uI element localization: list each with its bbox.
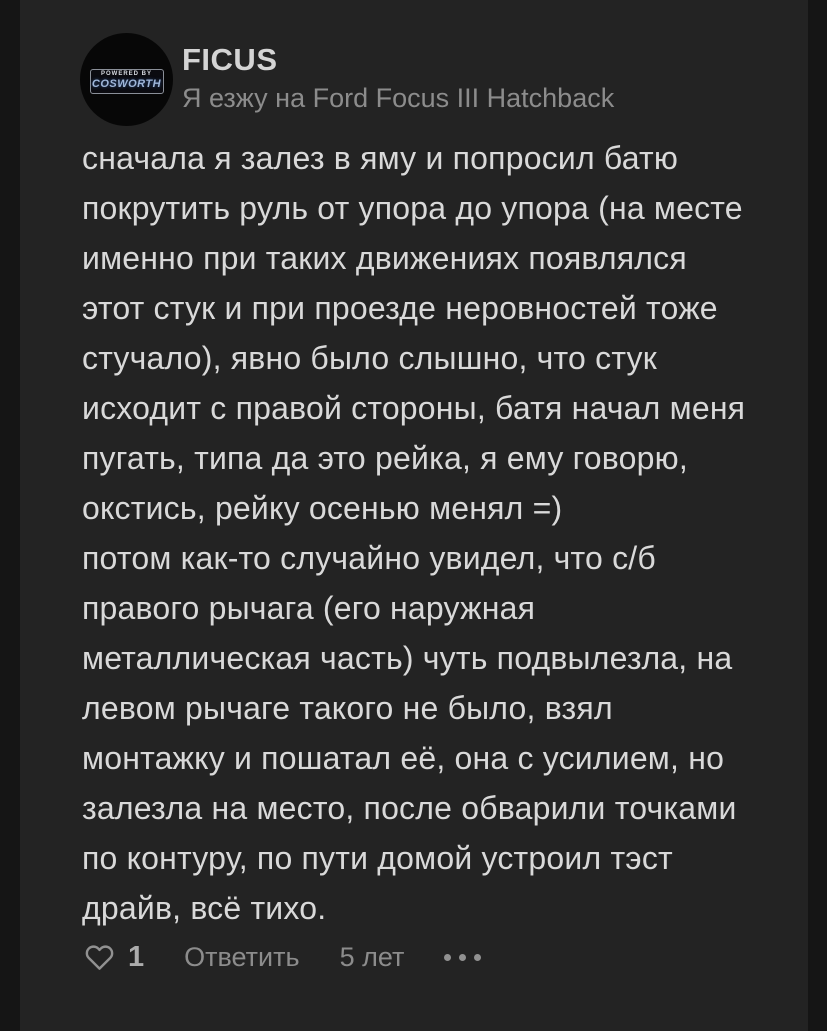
reply-button[interactable]: Ответить (184, 942, 300, 972)
username-link[interactable]: FICUS (182, 42, 278, 77)
comment-text-line: правого рычага (его наружная (82, 590, 536, 626)
comment-text-line: стучало), явно было слышно, что стук (82, 340, 657, 376)
more-options-icon (474, 954, 481, 961)
badge-powered-by-text: POWERED BY (100, 71, 152, 77)
comment-text-line: металлическая часть) чуть подвылезла, на (82, 640, 733, 676)
comment-text-line: исходит с правой стороны, батя начал меня (82, 390, 746, 426)
comment-text-line: именно при таких движениях появлялся (82, 240, 687, 276)
comment-age[interactable]: 5 лет (339, 942, 405, 972)
like-count: 1 (128, 941, 145, 973)
comment-body (82, 133, 794, 933)
comment-text-line: покрутить руль от упора до упора (на месте (82, 190, 743, 226)
comment-text-line: пугать, типа да это рейка, я ему говорю, (82, 440, 688, 476)
comment-text-line: этот стук и при проезде неровностей тоже (82, 290, 718, 326)
comment-text-line: монтажку и пошатал её, она с усилием, но (82, 740, 725, 776)
badge-cosworth-text: COSWORTH (91, 78, 162, 90)
avatar[interactable] (80, 33, 173, 126)
comment-text-line: сначала я залез в яму и попросил батю (82, 140, 679, 176)
comment-text-line: залезла на место, после обварили точками (82, 790, 737, 826)
comment-card (20, 0, 808, 1031)
more-options-icon (459, 954, 466, 961)
like-button[interactable] (84, 941, 144, 974)
comment-header (80, 33, 788, 126)
more-options-icon (444, 954, 451, 961)
comment-text-line: окстись, рейку осенью менял =) (82, 490, 563, 526)
comment-text-line: по контуру, по пути домой устроил тэст (82, 840, 673, 876)
heart-icon (84, 943, 115, 972)
comment-footer (84, 941, 481, 974)
author-block (182, 42, 614, 114)
comment-text-line: потом как-то случайно увидел, что с/б (82, 540, 656, 576)
user-car-link[interactable]: Я езжу на Ford Focus III Hatchback (182, 83, 615, 113)
cosworth-badge (90, 69, 164, 94)
comment-text-line: левом рычаге такого не было, взял (82, 690, 613, 726)
more-options-button[interactable] (444, 946, 481, 969)
comment-text-line: драйв, всё тихо. (82, 890, 327, 926)
